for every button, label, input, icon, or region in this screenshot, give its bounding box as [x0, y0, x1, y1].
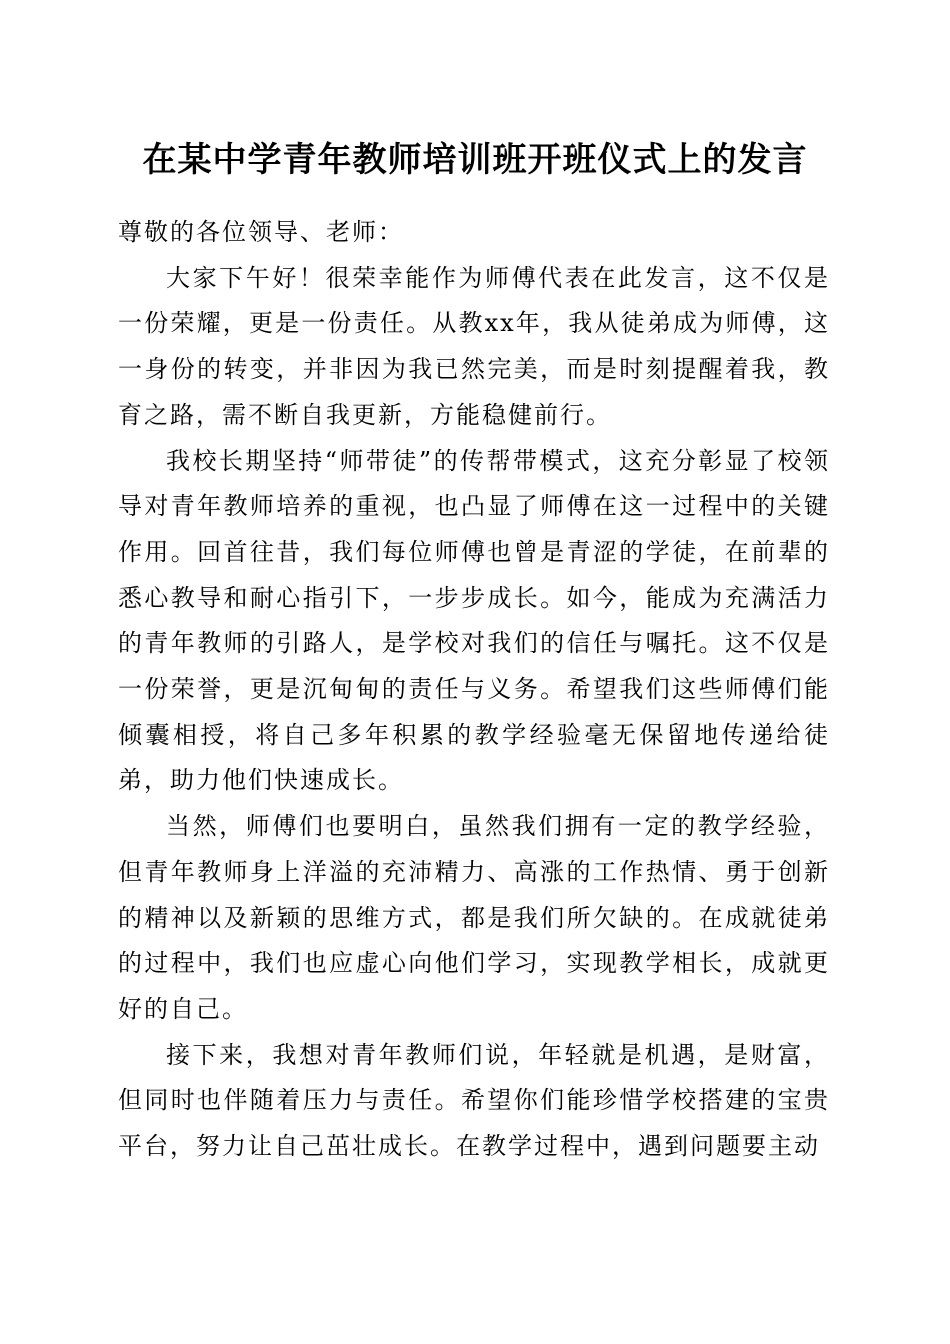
paragraph-2: 我校长期坚持“师带徒”的传帮带模式，这充分彰显了校领导对青年教师培养的重视，也凸显了师傅在这一过程中的关键作用。回首往昔，我们每位师傅也曾是青涩的学徒，在前辈的悉心教导和耐心指引下，一步步成长。如今，能成为充满活力的青年教师的引路人，是学校对我们的信任与嘱托。这不仅是一份荣誉，更是沉甸甸的责任与义务。希望我们这些师傅们能倾囊相授，将自己多年积累的教学经验毫无保留地传递给徒弟，助力他们快速成长。 — [118, 446, 830, 795]
paragraph-3: 当然，师傅们也要明白，虽然我们拥有一定的教学经验，但青年教师身上洋溢的充沛精力、高涨的工作热情、勇于创新的精神以及新颖的思维方式，都是我们所欠缺的。在成就徒弟的过程中，我们也应虚心向他们学习，实现教学相长，成就更好的自己。 — [118, 812, 830, 1023]
document-body — [118, 210, 830, 1170]
document-title: 在某中学青年教师培训班开班仪式上的发言 — [142, 140, 808, 180]
paragraph-4: 接下来，我想对青年教师们说，年轻就是机遇，是财富，但同时也伴随着压力与责任。希望你们能珍惜学校搭建的宝贵平台，努力让自己茁壮成长。在教学过程中，遇到问题要主动 — [118, 1040, 830, 1161]
salutation: 尊敬的各位领导、老师： — [118, 218, 404, 246]
paragraph-1: 大家下午好！很荣幸能作为师傅代表在此发言，这不仅是一份荣耀，更是一份责任。从教xx年，我从徒弟成为师傅，这一身份的转变，并非因为我已然完美，而是时刻提醒着我，教育之路，需不断自我更新，方能稳健前行。 — [118, 263, 830, 429]
